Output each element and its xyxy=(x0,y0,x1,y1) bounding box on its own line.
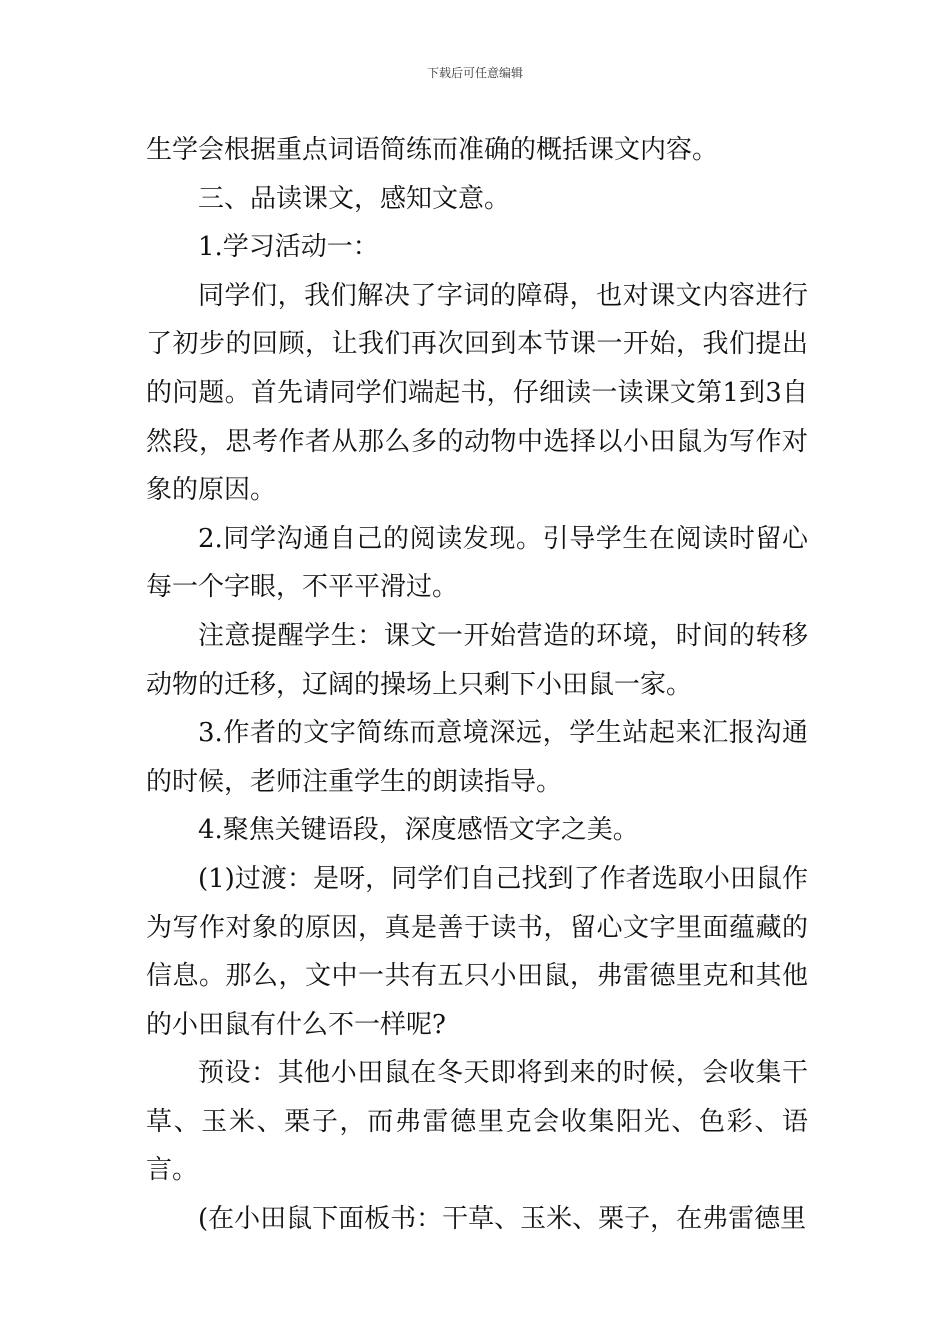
paragraph: 预设：其他小田鼠在冬天即将到来的时候，会收集干草、玉米、栗子，而弗雷德里克会收集阳光、色彩、语言。 xyxy=(146,1058,808,1186)
paragraph: (1)过渡：是呀，同学们自己找到了作者选取小田鼠作为写作对象的原因，真是善于读书，留心文字里面蕴藏的信息。那么，文中一共有五只小田鼠，弗雷德里克和其他的小田鼠有什么不一样呢? xyxy=(146,863,808,1040)
paragraph: 1.学习活动一： xyxy=(198,232,379,263)
document-body xyxy=(146,126,808,1244)
paragraph: 2.同学沟通自己的阅读发现。引导学生在阅读时留心每一个字眼，不平平滑过。 xyxy=(146,523,808,603)
section-heading: 三、品读课文，感知文意。 xyxy=(198,183,511,214)
paragraph: 同学们，我们解决了字词的障碍，也对课文内容进行了初步的回顾，让我们再次回到本节课一开始，我们提出的问题。首先请同学们端起书，仔细读一读课文第1到3自然段，思考作者从那么多的动物中选择以小田鼠为写作对象的原因。 xyxy=(146,280,808,506)
paragraph: (在小田鼠下面板书：干草、玉米、栗子，在弗雷德里 xyxy=(198,1204,807,1235)
paragraph: 3.作者的文字简练而意境深远，学生站起来汇报沟通的时候，老师注重学生的朗读指导。 xyxy=(146,718,808,797)
paragraph: 4.聚焦关键语段，深度感悟文字之美。 xyxy=(198,815,639,846)
page-header: 下载后可任意编辑 xyxy=(426,66,523,80)
paragraph: 注意提醒学生：课文一开始营造的环境，时间的转移动物的迁移，辽阔的操场上只剩下小田鼠一家。 xyxy=(146,620,808,700)
paragraph: 生学会根据重点词语简练而准确的概括课文内容。 xyxy=(146,135,719,165)
